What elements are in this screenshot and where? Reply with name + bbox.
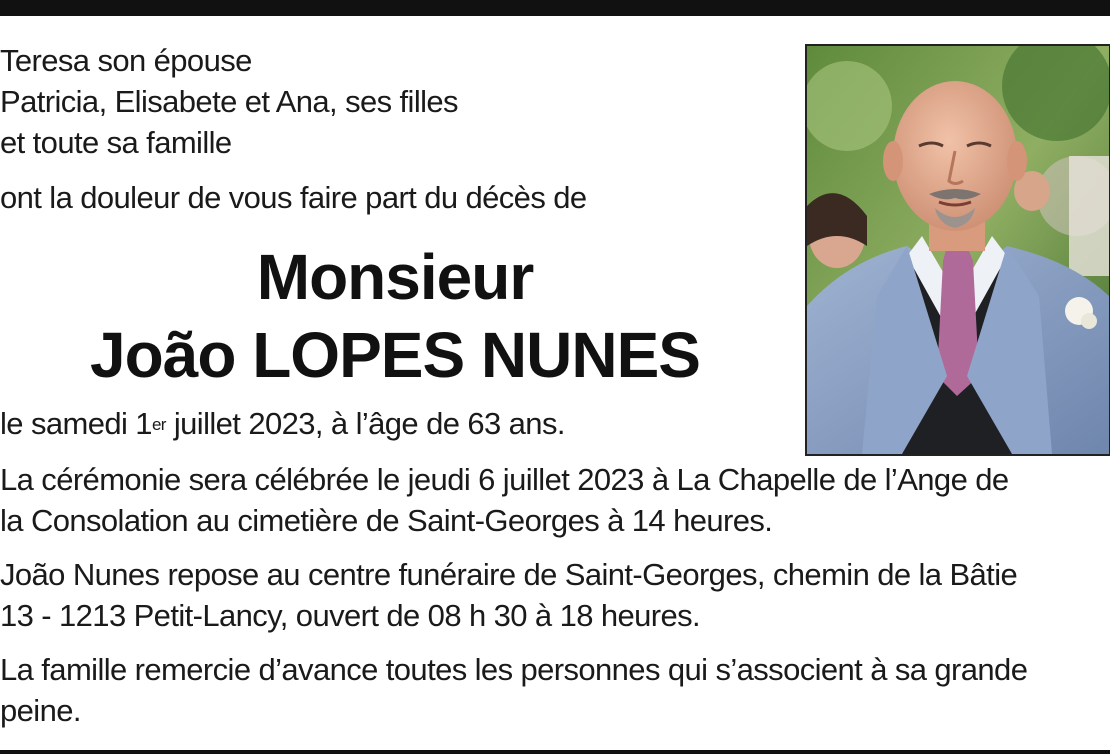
top-rule <box>0 0 1110 16</box>
deceased-name: João LOPES NUNES <box>90 319 700 391</box>
announcement-line: ont la douleur de vous faire part du décès de <box>0 180 587 215</box>
ceremony-line-1: La cérémonie sera célébrée le jeudi 6 juillet 2023 à La Chapelle de l’Ange de <box>0 462 1009 497</box>
repose-line-1: João Nunes repose au centre funéraire de Saint-Georges, chemin de la Bâtie <box>0 557 1018 592</box>
repose-line-2: 13 - 1213 Petit-Lancy, ouvert de 08 h 30 à 18 heures. <box>0 598 701 633</box>
thanks-line-1: La famille remercie d’avance toutes les personnes qui s’associent à sa grande <box>0 652 1028 687</box>
portrait-illustration <box>807 46 1109 454</box>
thanks-line-2: peine. <box>0 693 81 728</box>
portrait-photo <box>805 44 1110 456</box>
family-line-relatives: et toute sa famille <box>0 125 232 160</box>
family-line-daughters: Patricia, Elisabete et Ana, ses filles <box>0 84 458 119</box>
death-date-line <box>0 404 565 444</box>
ceremony-line-2: la Consolation au cimetière de Saint-Georges à 14 heures. <box>0 503 773 538</box>
bottom-rule <box>0 750 1110 754</box>
death-date-prefix: le samedi 1 <box>0 406 152 441</box>
death-date-ordinal: er <box>151 415 166 434</box>
honorific: Monsieur <box>256 241 534 313</box>
family-line-wife: Teresa son épouse <box>0 43 252 78</box>
death-date-suffix: juillet 2023, à l’âge de 63 ans. <box>165 406 565 441</box>
